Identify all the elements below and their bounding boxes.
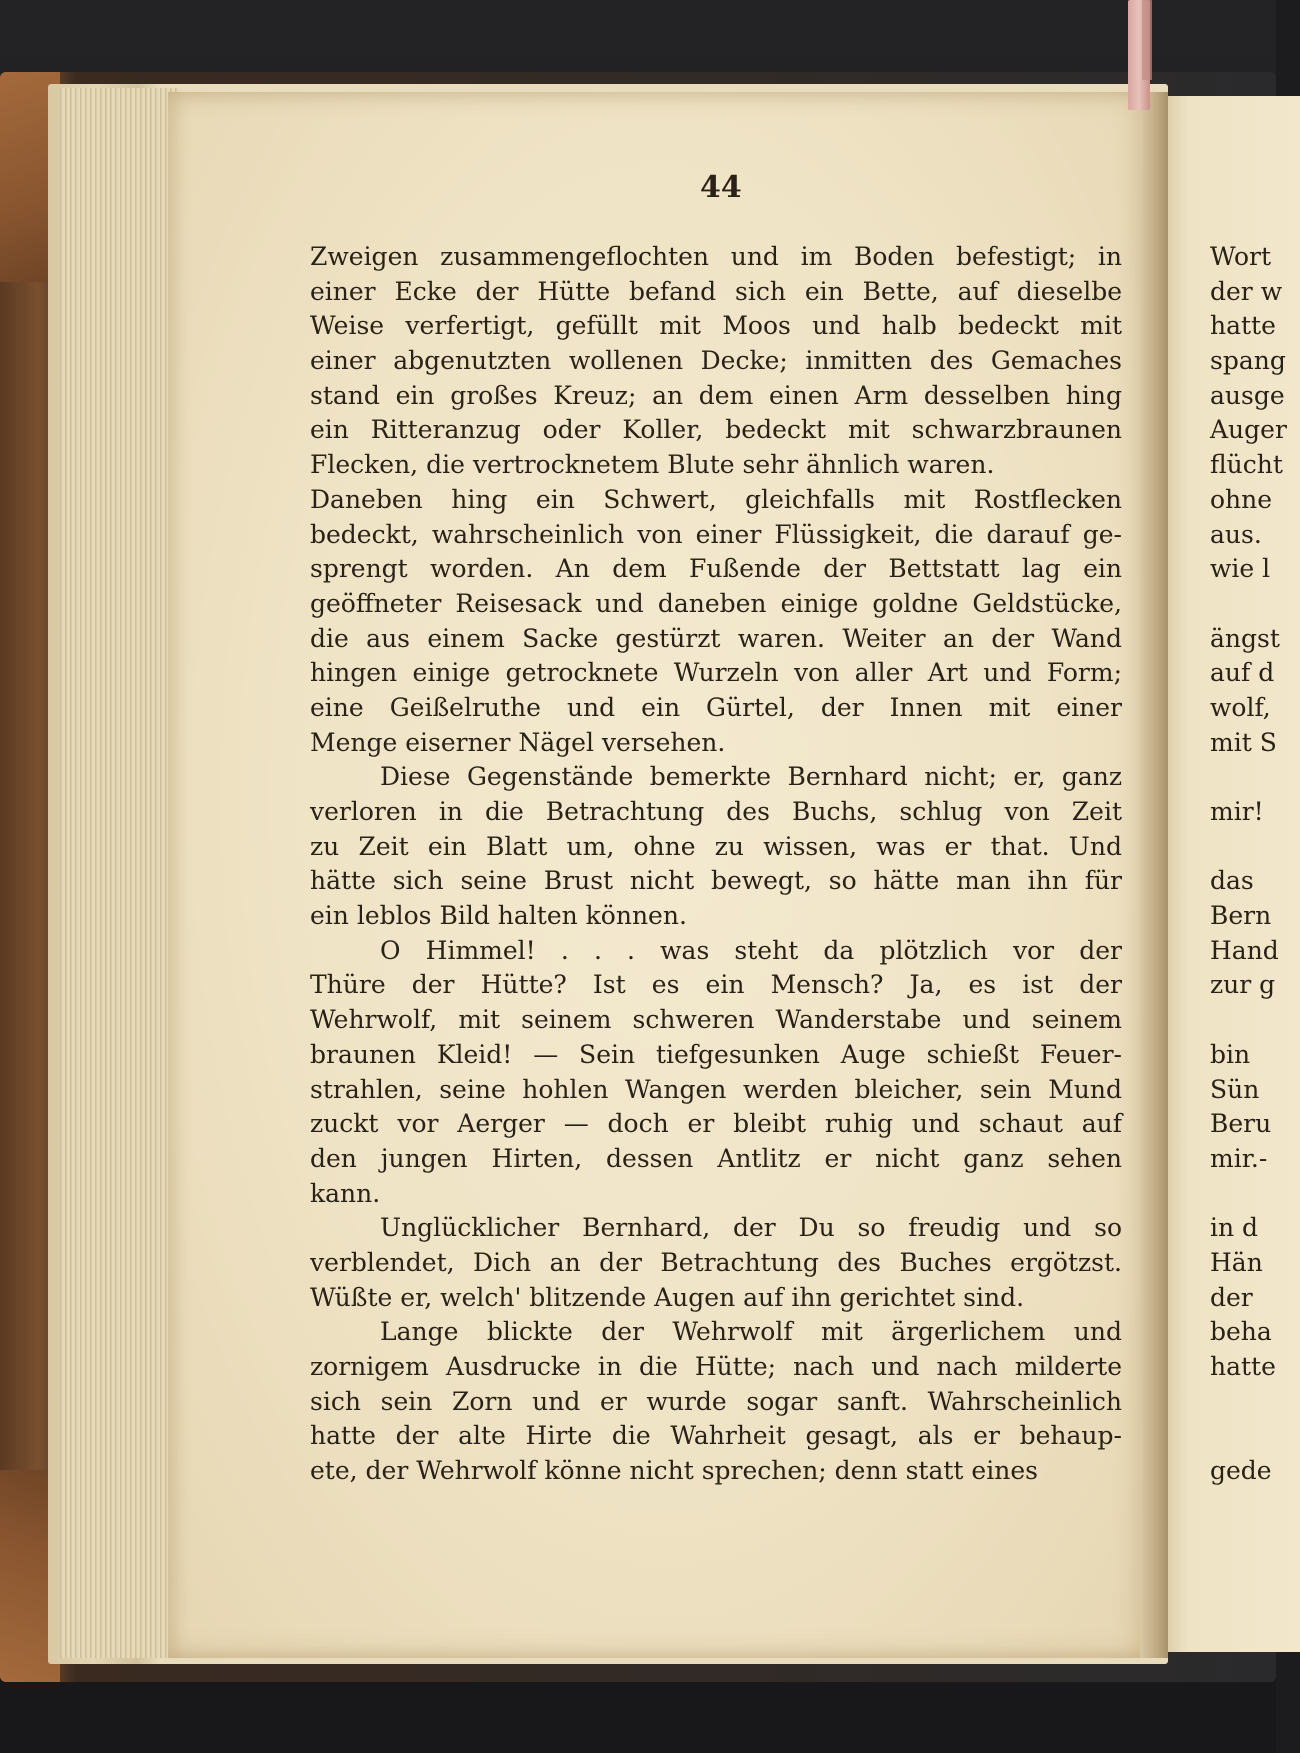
text-line: Diese Gegenstände bemerkte Bernhard nicht; er, ganz	[380, 762, 1122, 792]
book-gutter	[1140, 92, 1168, 1658]
facing-text-fragment: Bern	[1210, 901, 1272, 931]
facing-text-fragment: auf d	[1210, 658, 1275, 688]
facing-text-fragment: mir.-	[1210, 1143, 1268, 1173]
text-line: Wehrwolf, mit seinem schweren Wanderstabe und seinem	[310, 1005, 1122, 1035]
text-line: strahlen, seine hohlen Wangen werden bleicher, sein Mund	[310, 1074, 1122, 1104]
text-line: Unglücklicher Bernhard, der Du so freudig und so	[380, 1213, 1122, 1243]
text-line: stand ein großes Kreuz; an dem einen Arm desselben hing	[310, 380, 1122, 410]
facing-text-fragment: Hand	[1210, 935, 1279, 965]
text-line: kann.	[310, 1178, 381, 1208]
facing-text-fragment: mit S	[1210, 727, 1277, 757]
text-line: verblendet, Dich an der Betrachtung des Buches ergötzst.	[310, 1247, 1122, 1277]
facing-text-fragment: hatte	[1210, 1352, 1276, 1381]
page-edges	[60, 88, 180, 1658]
facing-text-fragment: zur g	[1210, 970, 1276, 1000]
text-line: Flecken, die vertrocknetem Blute sehr ähnlich waren.	[310, 450, 995, 480]
facing-text-fragment: ohne	[1210, 484, 1273, 514]
facing-text-fragment	[1210, 760, 1276, 795]
facing-text-fragment: Sün	[1210, 1074, 1260, 1104]
text-line: zuckt vor Aerger — doch er bleibt ruhig und schaut auf	[310, 1109, 1122, 1139]
text-line: Menge eiserner Nägel versehen.	[310, 727, 726, 757]
text-line: ein leblos Bild halten können.	[310, 901, 687, 931]
facing-text-fragment: aus.	[1210, 519, 1262, 549]
text-line: hätte sich seine Brust nicht bewegt, so hätte man ihn für	[310, 866, 1122, 896]
facing-text-fragment: gede	[1210, 1456, 1272, 1486]
facing-text-fragment: wie l	[1210, 554, 1271, 584]
facing-text-fragment: wolf,	[1210, 692, 1271, 722]
text-line: hatte der alte Hirte die Wahrheit gesagt, als er behaup-	[310, 1421, 1122, 1451]
facing-text-fragment: flücht	[1210, 450, 1283, 480]
text-line: sich sein Zorn und er wurde sogar sanft. Wahrscheinlich	[310, 1386, 1122, 1416]
text-line: O Himmel! . . . was steht da plötzlich vor der	[380, 935, 1122, 965]
text-line: hingen einige getrocknete Wurzeln von aller Art und Form;	[310, 658, 1122, 688]
text-line: ete, der Wehrwolf könne nicht sprechen; denn statt eines	[310, 1456, 1038, 1486]
text-line: Zweigen zusammengeflochten und im Boden befestigt; in	[310, 242, 1122, 271]
text-line: Weise verfertigt, gefüllt mit Moos und halb bedeckt mit	[310, 311, 1122, 341]
facing-text-fragment: Hän	[1210, 1247, 1263, 1277]
facing-text-fragment: bin	[1210, 1039, 1251, 1069]
facing-page-text	[1210, 240, 1287, 1489]
text-line: einer Ecke der Hütte befand sich ein Bette, auf dieselbe	[310, 276, 1122, 306]
facing-text-fragment: der w	[1210, 276, 1283, 306]
text-line: Wüßte er, welch' blitzende Augen auf ihn gerichtet sind.	[310, 1282, 1025, 1312]
text-line: einer abgenutzten wollenen Decke; inmitten des Gemaches	[310, 346, 1122, 376]
text-line: verloren in die Betrachtung des Buchs, schlug von Zeit	[310, 797, 1122, 826]
text-line: Thüre der Hütte? Ist es ein Mensch? Ja, es ist der	[310, 970, 1122, 1000]
bookmark-ribbon-shadow	[1142, 0, 1152, 80]
text-line: zornigem Ausdrucke in die Hütte; nach und nach milderte	[310, 1352, 1122, 1381]
text-line: Daneben hing ein Schwert, gleichfalls mit Rostflecken	[310, 484, 1122, 514]
facing-text-fragment: der	[1210, 1282, 1253, 1312]
facing-text-fragment: ausge	[1210, 380, 1285, 410]
facing-text-fragment	[1210, 1003, 1276, 1038]
facing-text-fragment: in d	[1210, 1213, 1259, 1243]
facing-text-fragment	[1210, 1419, 1276, 1454]
page-number: 44	[700, 170, 742, 205]
text-line: eine Geißelruthe und ein Gürtel, der Innen mit einer	[310, 692, 1122, 722]
text-line: den jungen Hirten, dessen Antlitz er nicht ganz sehen	[310, 1143, 1122, 1173]
facing-text-fragment	[1210, 1177, 1276, 1212]
text-line: braunen Kleid! — Sein tiefgesunken Auge schießt Feuer-	[310, 1039, 1122, 1069]
text-line: zu Zeit ein Blatt um, ohne zu wissen, was er that. Und	[310, 831, 1122, 861]
facing-text-fragment	[1210, 830, 1276, 865]
facing-text-fragment: ängst	[1210, 623, 1280, 653]
facing-text-fragment: Wort	[1210, 242, 1272, 271]
text-line: sprengt worden. An dem Fußende der Bettstatt lag ein	[310, 554, 1122, 584]
text-line: geöffneter Reisesack und daneben einige goldne Geldstücke,	[310, 588, 1122, 618]
page-text	[310, 240, 1122, 1489]
facing-text-fragment: spang	[1210, 346, 1286, 376]
facing-text-fragment	[1210, 1385, 1276, 1420]
facing-text-fragment: Auger	[1210, 415, 1287, 445]
facing-text-fragment	[1210, 587, 1276, 622]
text-line: die aus einem Sacke gestürzt waren. Weiter an der Wand	[310, 623, 1122, 653]
text-line: bedeckt, wahrscheinlich von einer Flüssigkeit, die darauf ge-	[310, 519, 1122, 549]
facing-text-fragment: beha	[1210, 1317, 1272, 1347]
facing-text-fragment: Beru	[1210, 1109, 1272, 1139]
facing-text-fragment: das	[1210, 866, 1254, 896]
facing-text-fragment: mir!	[1210, 797, 1264, 826]
facing-text-fragment: hatte	[1210, 311, 1276, 341]
text-line: Lange blickte der Wehrwolf mit ärgerlichem und	[380, 1317, 1122, 1347]
text-line: ein Ritteranzug oder Koller, bedeckt mit schwarzbraunen	[310, 415, 1122, 445]
